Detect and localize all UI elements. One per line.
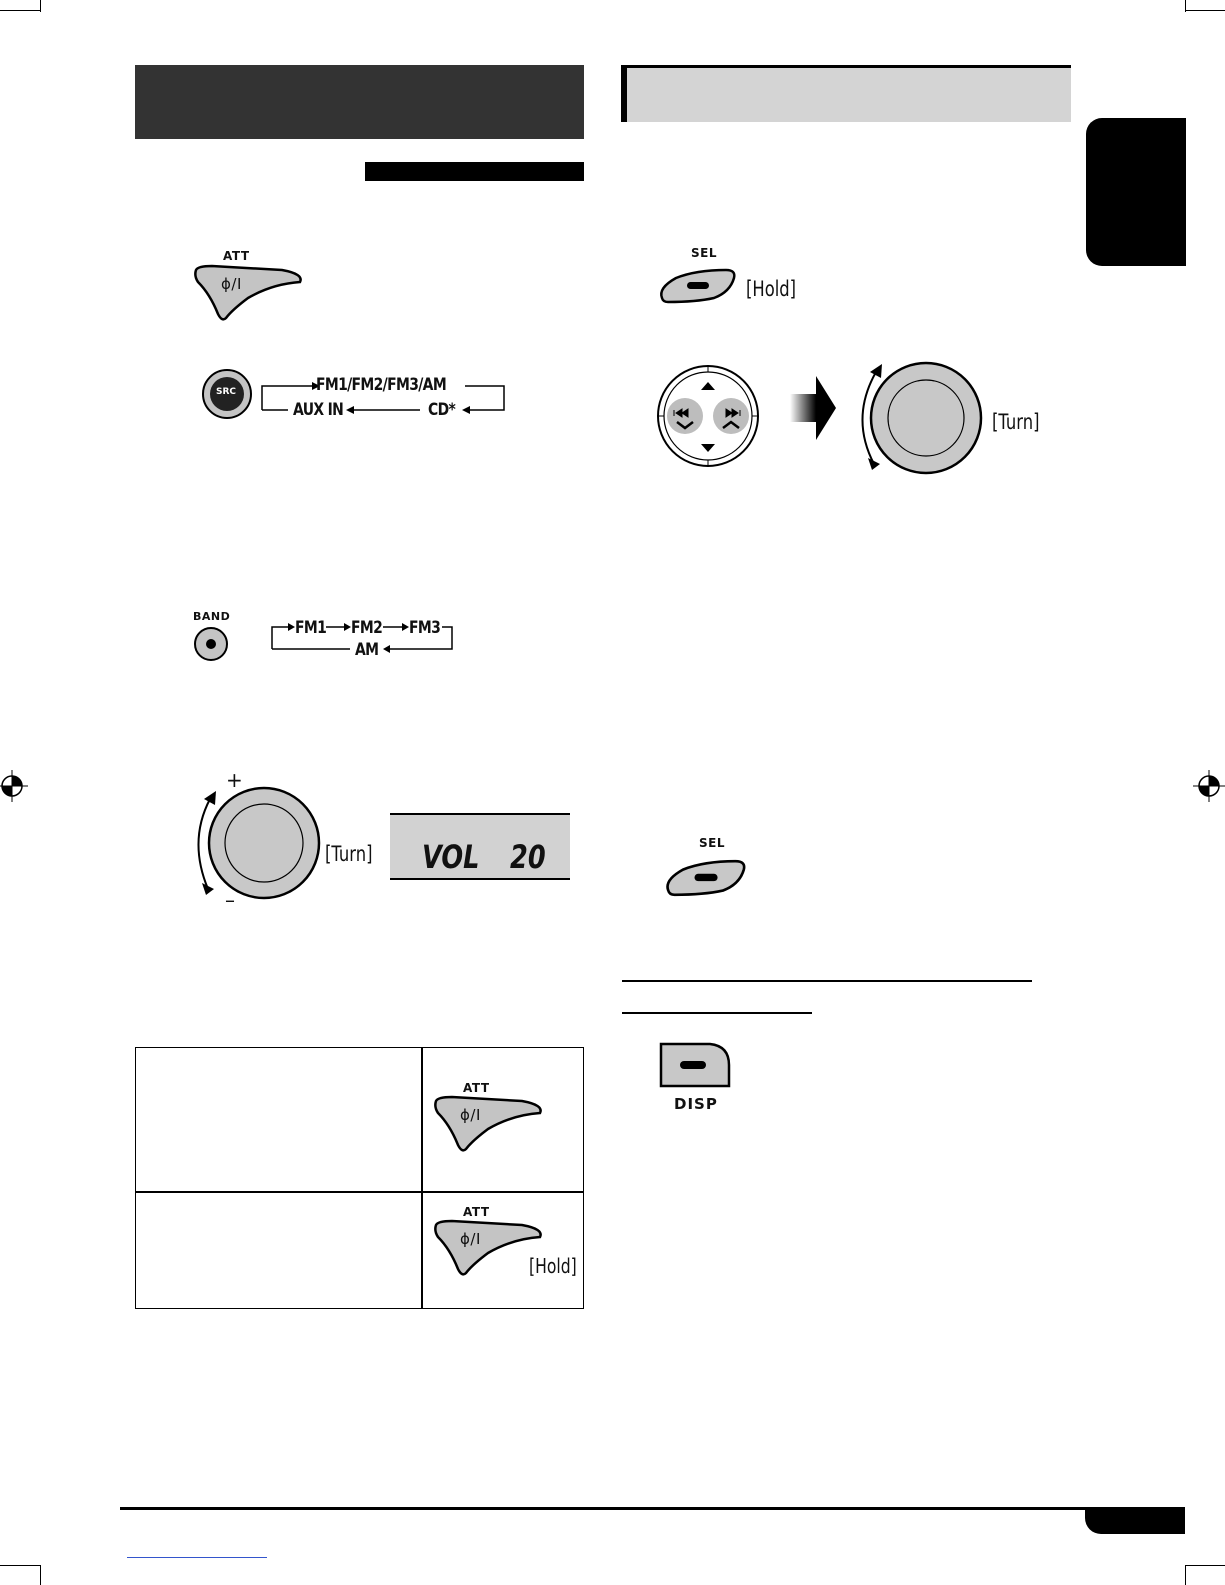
volume-minus: – bbox=[225, 888, 235, 912]
crop-mark bbox=[40, 0, 41, 12]
crop-mark bbox=[1185, 10, 1225, 11]
sel-button-1[interactable] bbox=[656, 268, 738, 304]
page-number-tab bbox=[1085, 1508, 1185, 1534]
band-fm1: FM1 bbox=[295, 618, 327, 638]
band-fm2: FM2 bbox=[351, 618, 383, 638]
crop-mark bbox=[1185, 1565, 1225, 1566]
table-hold-label: [Hold] bbox=[529, 1254, 577, 1278]
registration-mark-icon bbox=[0, 770, 28, 802]
control-dial[interactable] bbox=[852, 360, 984, 476]
table-att-label-2: ATT bbox=[463, 1205, 490, 1219]
subheader-black-bar bbox=[365, 162, 584, 181]
right-arrow-icon bbox=[790, 376, 836, 440]
section-header-light bbox=[621, 65, 1071, 122]
sel-label-2: SEL bbox=[699, 836, 725, 850]
dial-turn-label: [Turn] bbox=[992, 410, 1040, 434]
crop-mark bbox=[1185, 0, 1186, 12]
registration-mark-icon bbox=[1193, 770, 1225, 802]
power-symbol-label: ϕ/I bbox=[221, 275, 242, 293]
table-row-divider bbox=[135, 1191, 584, 1193]
language-side-tab bbox=[1086, 118, 1186, 266]
table-power-button-1[interactable] bbox=[432, 1095, 548, 1153]
sel-button-2[interactable] bbox=[662, 858, 748, 898]
disp-button[interactable] bbox=[658, 1041, 732, 1089]
display-vol-value: 20 bbox=[510, 838, 546, 876]
crop-mark bbox=[0, 1565, 40, 1566]
band-label: BAND bbox=[193, 610, 231, 623]
footer-rule bbox=[120, 1507, 1185, 1510]
disp-label: DISP bbox=[674, 1095, 718, 1113]
table-power-symbol-1: ϕ/I bbox=[460, 1106, 481, 1124]
source-cycle-aux: AUX IN bbox=[293, 400, 344, 420]
crop-mark bbox=[40, 1565, 41, 1585]
volume-turn-label: [Turn] bbox=[325, 842, 373, 866]
band-button[interactable] bbox=[193, 626, 229, 662]
source-cycle-cd: CD* bbox=[428, 400, 456, 420]
section-rule bbox=[622, 980, 1032, 982]
section-header-dark bbox=[135, 65, 584, 139]
display-vol-text: VOL bbox=[422, 838, 480, 876]
crop-mark bbox=[0, 10, 40, 11]
volume-knob[interactable] bbox=[188, 785, 324, 901]
band-am: AM bbox=[355, 640, 379, 660]
subsection-rule bbox=[622, 1012, 812, 1014]
band-fm3: FM3 bbox=[409, 618, 441, 638]
src-label: SRC bbox=[216, 387, 237, 397]
sel-hold-label: [Hold] bbox=[746, 277, 797, 301]
power-att-button[interactable] bbox=[192, 264, 308, 322]
att-label: ATT bbox=[223, 249, 250, 263]
crop-mark bbox=[1185, 1565, 1186, 1585]
table-power-symbol-2: ϕ/I bbox=[460, 1230, 481, 1248]
sel-label-1: SEL bbox=[691, 246, 717, 260]
table-col-divider bbox=[421, 1047, 423, 1309]
footer-link-underline bbox=[127, 1557, 267, 1558]
table-att-label-1: ATT bbox=[463, 1081, 490, 1095]
navigation-pad[interactable] bbox=[656, 364, 760, 468]
volume-plus: + bbox=[226, 768, 243, 792]
source-cycle-top: FM1/FM2/FM3/AM bbox=[316, 375, 447, 395]
